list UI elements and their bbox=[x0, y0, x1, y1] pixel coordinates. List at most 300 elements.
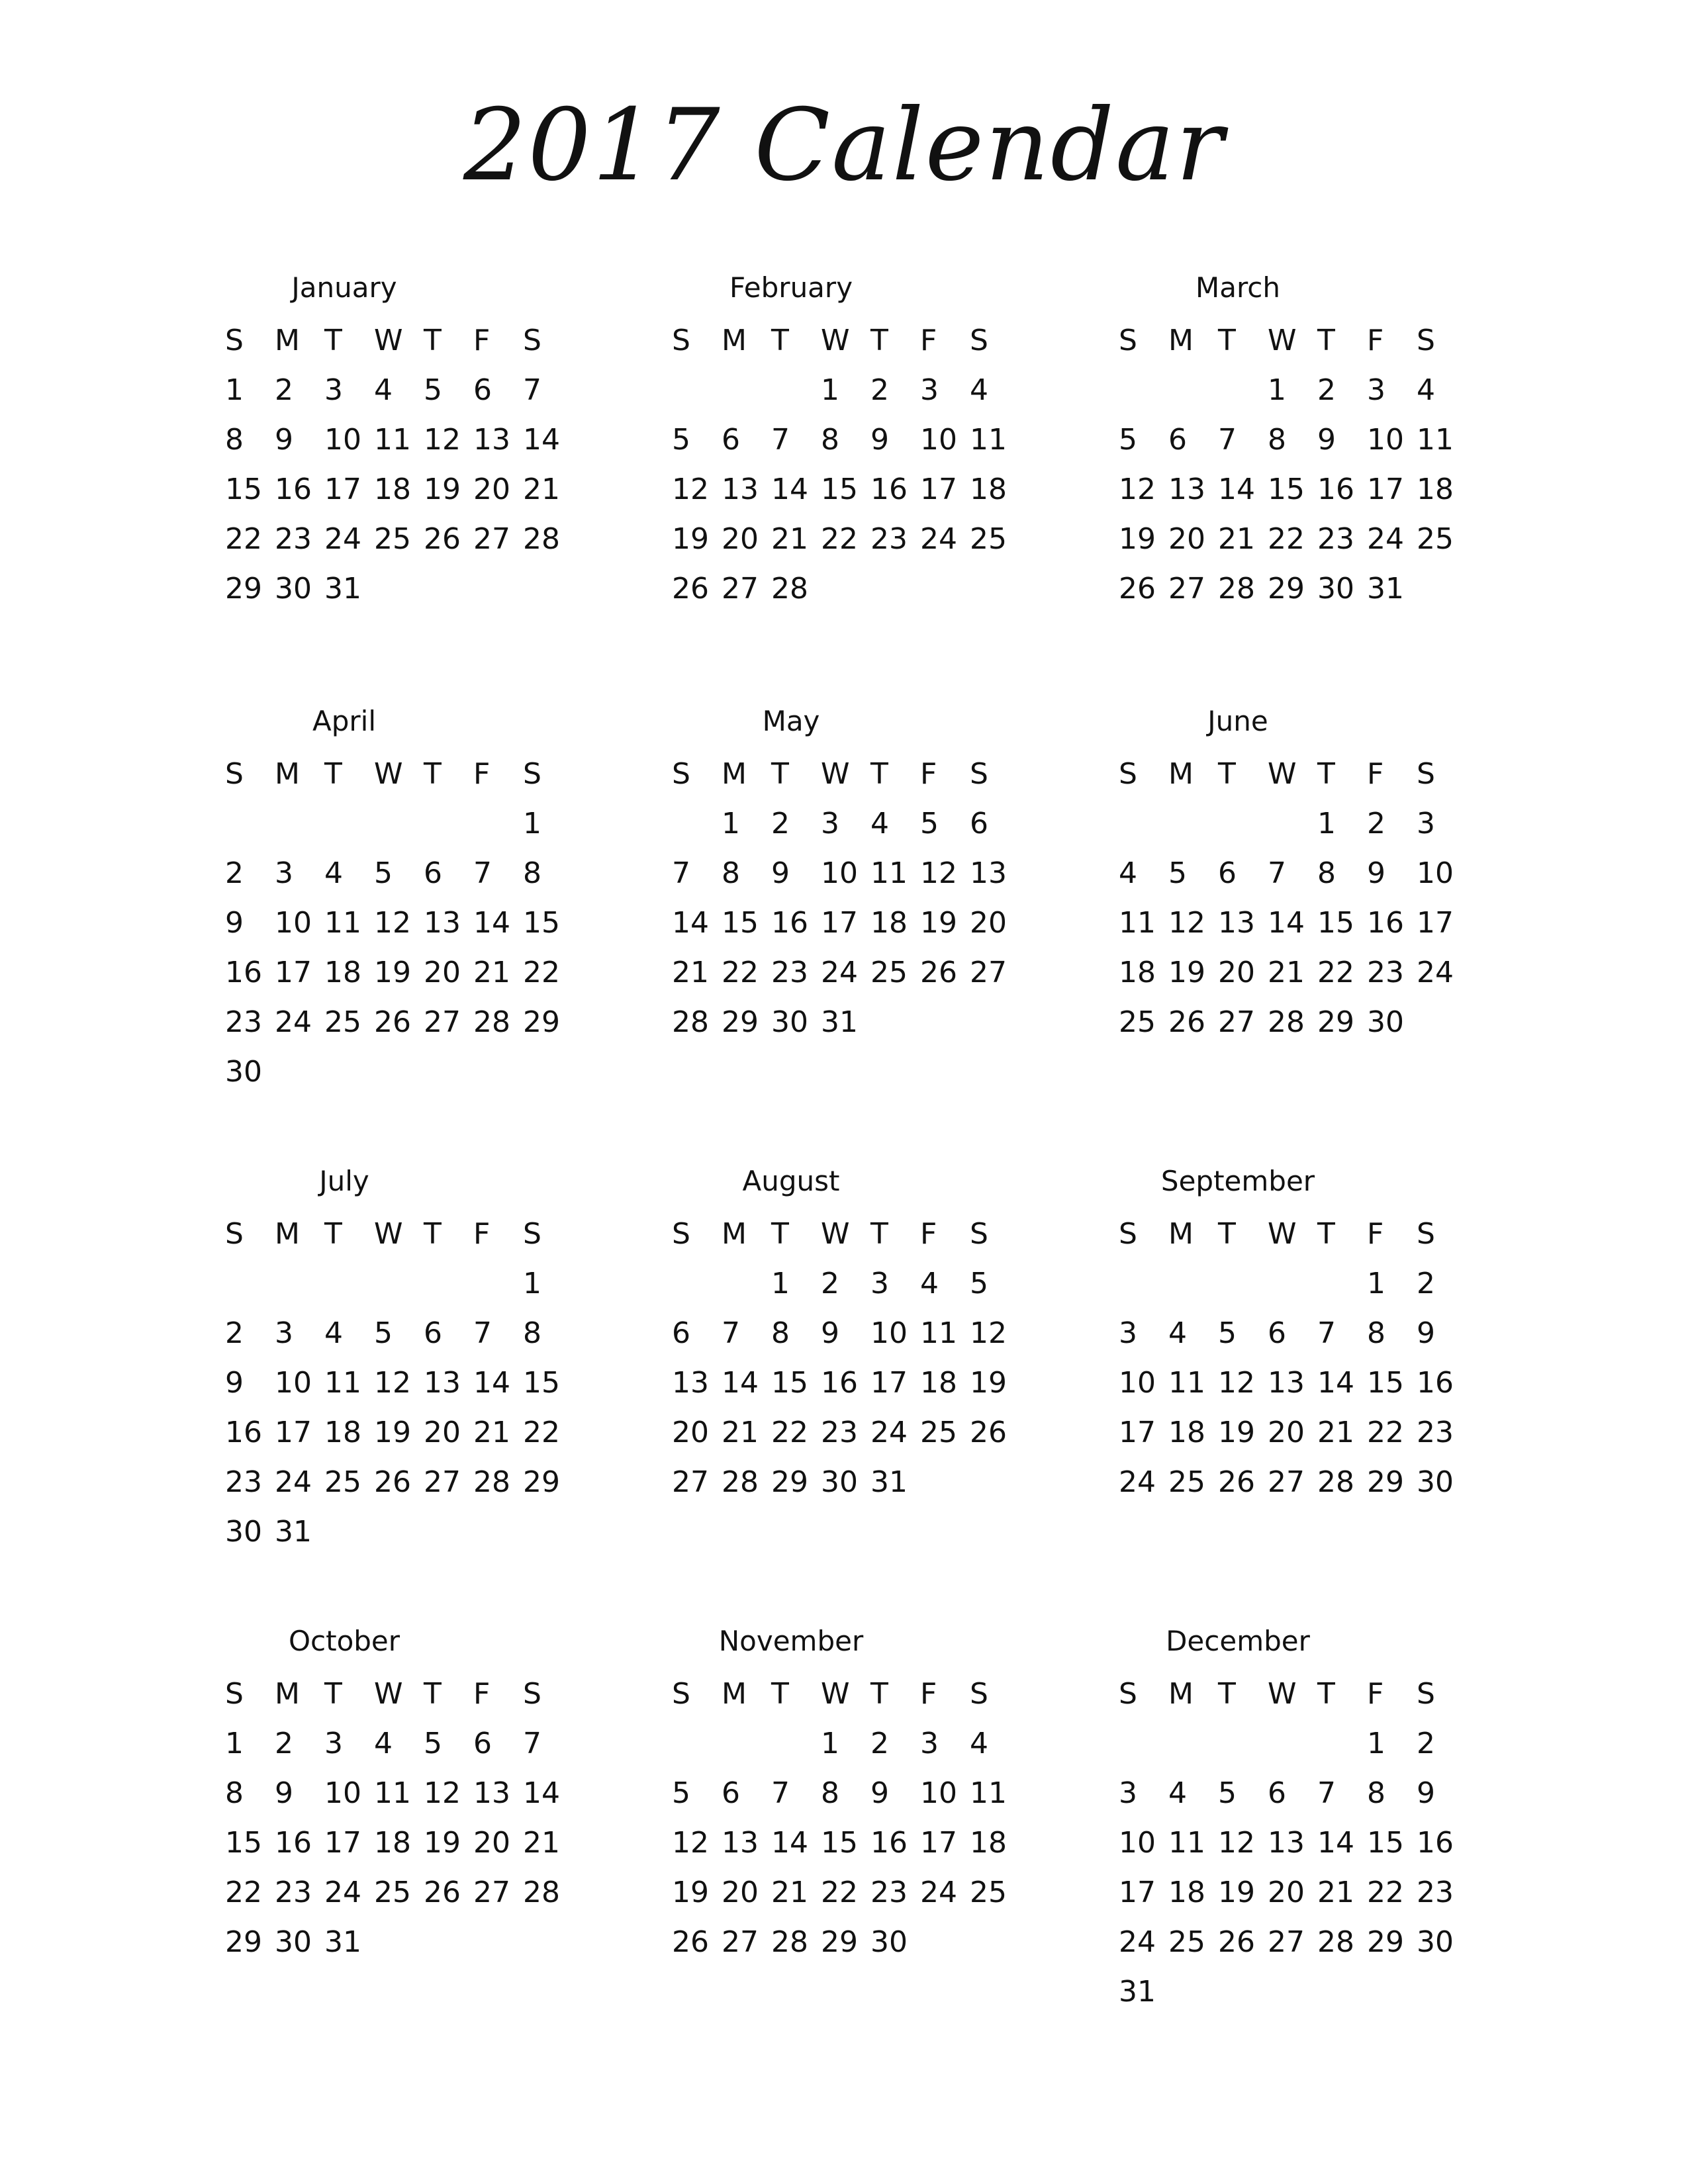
week-row bbox=[1119, 948, 1516, 997]
month-name: June bbox=[1207, 705, 1268, 737]
day-cell: 10 bbox=[821, 856, 858, 890]
month-name: March bbox=[1195, 271, 1281, 304]
day-cell: 24 bbox=[324, 1876, 361, 1909]
day-cell: 14 bbox=[523, 1776, 560, 1810]
weekday-header: S bbox=[1119, 1217, 1137, 1251]
day-cell: 17 bbox=[920, 473, 957, 506]
day-cell: 30 bbox=[1317, 572, 1354, 606]
day-cell: 28 bbox=[1317, 1465, 1354, 1499]
day-cell: 19 bbox=[970, 1366, 1007, 1400]
week-row bbox=[1119, 1358, 1516, 1408]
day-cell: 21 bbox=[1317, 1416, 1354, 1449]
day-cell: 6 bbox=[722, 1776, 740, 1810]
day-cell: 26 bbox=[672, 1925, 709, 1959]
day-cell: 8 bbox=[1268, 423, 1286, 457]
day-cell: 21 bbox=[523, 1826, 560, 1860]
day-cell: 6 bbox=[1268, 1776, 1286, 1810]
day-cell: 1 bbox=[1268, 373, 1286, 407]
week-row bbox=[225, 1868, 622, 1917]
week-row bbox=[672, 465, 1069, 514]
day-cell: 9 bbox=[225, 906, 244, 940]
weekday-header: S bbox=[672, 324, 690, 357]
day-cell: 9 bbox=[225, 1366, 244, 1400]
day-cell: 3 bbox=[821, 807, 839, 841]
day-cell: 13 bbox=[424, 1366, 461, 1400]
day-cell: 28 bbox=[473, 1465, 510, 1499]
day-cell: 8 bbox=[771, 1316, 790, 1350]
day-cell: 19 bbox=[374, 956, 411, 989]
day-cell bbox=[920, 1917, 970, 1967]
day-cell bbox=[1218, 1259, 1268, 1308]
day-cell: 15 bbox=[1367, 1826, 1404, 1860]
day-cell: 17 bbox=[920, 1826, 957, 1860]
day-cell: 27 bbox=[970, 956, 1007, 989]
day-cell: 11 bbox=[324, 1366, 361, 1400]
day-cell: 21 bbox=[1317, 1876, 1354, 1909]
day-cell bbox=[523, 1917, 573, 1967]
month-april bbox=[225, 702, 622, 1097]
day-cell: 19 bbox=[1218, 1416, 1255, 1449]
day-cell bbox=[324, 1507, 374, 1557]
weekday-header: S bbox=[225, 1217, 244, 1251]
week-row bbox=[672, 997, 1069, 1047]
day-cell bbox=[1417, 997, 1466, 1047]
week-row bbox=[225, 1768, 622, 1818]
day-cell: 16 bbox=[1417, 1826, 1454, 1860]
week-row bbox=[672, 564, 1069, 614]
day-cell: 4 bbox=[374, 1727, 393, 1760]
day-cell: 9 bbox=[1317, 423, 1336, 457]
day-cell bbox=[374, 799, 424, 848]
week-row bbox=[225, 465, 622, 514]
day-cell: 14 bbox=[1317, 1366, 1354, 1400]
week-row bbox=[672, 1408, 1069, 1457]
day-cell: 18 bbox=[1417, 473, 1454, 506]
day-cell: 16 bbox=[225, 1416, 262, 1449]
day-cell: 24 bbox=[1119, 1925, 1156, 1959]
day-cell bbox=[424, 1917, 473, 1967]
day-cell: 5 bbox=[374, 1316, 393, 1350]
day-cell: 31 bbox=[324, 572, 361, 606]
day-cell: 1 bbox=[1367, 1267, 1385, 1300]
day-cell: 15 bbox=[523, 1366, 560, 1400]
day-cell bbox=[1119, 799, 1168, 848]
day-cell: 8 bbox=[722, 856, 740, 890]
day-cell: 30 bbox=[1417, 1925, 1454, 1959]
day-cell: 15 bbox=[225, 473, 262, 506]
day-cell: 30 bbox=[225, 1055, 262, 1089]
day-cell: 17 bbox=[1119, 1416, 1156, 1449]
weekday-header: S bbox=[523, 757, 541, 791]
day-cell bbox=[672, 799, 722, 848]
day-cell: 3 bbox=[1367, 373, 1385, 407]
day-cell: 23 bbox=[1417, 1876, 1454, 1909]
day-cell: 27 bbox=[1218, 1005, 1255, 1039]
day-cell: 23 bbox=[821, 1416, 858, 1449]
day-cell: 8 bbox=[1317, 856, 1336, 890]
day-cell: 29 bbox=[523, 1465, 560, 1499]
weekday-header: W bbox=[374, 757, 403, 791]
day-cell: 15 bbox=[1317, 906, 1354, 940]
day-cell: 12 bbox=[1218, 1826, 1255, 1860]
day-cell: 11 bbox=[970, 423, 1007, 457]
weekday-header: F bbox=[473, 1677, 491, 1711]
day-cell: 11 bbox=[324, 906, 361, 940]
day-cell: 23 bbox=[225, 1005, 262, 1039]
day-cell: 25 bbox=[374, 1876, 411, 1909]
day-cell: 10 bbox=[275, 1366, 312, 1400]
week-row bbox=[225, 948, 622, 997]
week-row bbox=[225, 1259, 622, 1308]
day-cell: 11 bbox=[1119, 906, 1156, 940]
day-cell: 10 bbox=[1417, 856, 1454, 890]
week-row bbox=[1119, 848, 1516, 898]
day-cell: 6 bbox=[424, 1316, 442, 1350]
day-cell: 17 bbox=[275, 956, 312, 989]
day-cell: 5 bbox=[970, 1267, 988, 1300]
day-cell: 8 bbox=[225, 1776, 244, 1810]
day-cell: 1 bbox=[523, 807, 541, 841]
day-cell: 24 bbox=[1119, 1465, 1156, 1499]
week-row bbox=[672, 1259, 1069, 1308]
day-cell: 20 bbox=[722, 1876, 759, 1909]
day-cell: 7 bbox=[722, 1316, 740, 1350]
week-row bbox=[672, 365, 1069, 415]
day-cell: 17 bbox=[324, 1826, 361, 1860]
day-cell: 15 bbox=[1367, 1366, 1404, 1400]
day-cell: 27 bbox=[1268, 1465, 1305, 1499]
week-row bbox=[225, 564, 622, 614]
day-cell: 13 bbox=[424, 906, 461, 940]
week-row bbox=[1119, 1308, 1516, 1358]
day-cell: 27 bbox=[473, 1876, 510, 1909]
day-cell: 12 bbox=[374, 906, 411, 940]
day-cell: 22 bbox=[1317, 956, 1354, 989]
day-cell: 25 bbox=[324, 1465, 361, 1499]
day-cell: 24 bbox=[1417, 956, 1454, 989]
week-row bbox=[672, 1719, 1069, 1768]
day-cell: 22 bbox=[1268, 522, 1305, 556]
day-cell bbox=[1168, 1719, 1218, 1768]
weekday-header: F bbox=[473, 324, 491, 357]
day-cell: 9 bbox=[1417, 1316, 1435, 1350]
day-cell: 30 bbox=[771, 1005, 808, 1039]
day-cell: 26 bbox=[1218, 1925, 1255, 1959]
day-cell: 19 bbox=[672, 1876, 709, 1909]
day-cell bbox=[722, 1259, 771, 1308]
day-cell: 1 bbox=[722, 807, 740, 841]
day-cell: 17 bbox=[1417, 906, 1454, 940]
day-cell: 3 bbox=[920, 373, 939, 407]
day-cell: 14 bbox=[473, 1366, 510, 1400]
day-cell bbox=[1317, 1719, 1367, 1768]
day-cell bbox=[1168, 1967, 1218, 2017]
day-cell: 20 bbox=[970, 906, 1007, 940]
day-cell: 19 bbox=[424, 1826, 461, 1860]
week-row bbox=[672, 1308, 1069, 1358]
day-cell: 14 bbox=[473, 906, 510, 940]
day-cell: 9 bbox=[275, 423, 293, 457]
day-cell bbox=[1168, 799, 1218, 848]
weekday-header: S bbox=[225, 324, 244, 357]
day-cell: 25 bbox=[1417, 522, 1454, 556]
day-cell: 23 bbox=[275, 1876, 312, 1909]
day-cell: 29 bbox=[722, 1005, 759, 1039]
weekday-header: T bbox=[1218, 324, 1236, 357]
day-cell: 27 bbox=[1168, 572, 1205, 606]
day-cell: 15 bbox=[1268, 473, 1305, 506]
day-cell: 28 bbox=[672, 1005, 709, 1039]
day-cell: 16 bbox=[771, 906, 808, 940]
day-cell: 20 bbox=[424, 1416, 461, 1449]
day-cell: 2 bbox=[870, 373, 889, 407]
day-cell: 13 bbox=[722, 473, 759, 506]
day-cell: 10 bbox=[275, 906, 312, 940]
day-cell: 7 bbox=[1218, 423, 1237, 457]
weekday-header: F bbox=[473, 757, 491, 791]
day-cell: 12 bbox=[424, 423, 461, 457]
day-cell: 26 bbox=[1218, 1465, 1255, 1499]
day-cell: 28 bbox=[771, 1925, 808, 1959]
day-cell: 13 bbox=[722, 1826, 759, 1860]
month-name: September bbox=[1160, 1165, 1315, 1197]
day-cell: 11 bbox=[1417, 423, 1454, 457]
weekday-header: M bbox=[722, 1677, 747, 1711]
day-cell: 9 bbox=[821, 1316, 839, 1350]
day-cell: 26 bbox=[424, 522, 461, 556]
day-cell bbox=[374, 1507, 424, 1557]
day-cell: 6 bbox=[473, 1727, 492, 1760]
weekday-header: W bbox=[821, 757, 850, 791]
day-cell: 5 bbox=[672, 1776, 690, 1810]
day-cell: 2 bbox=[1417, 1267, 1435, 1300]
day-cell: 17 bbox=[821, 906, 858, 940]
day-cell: 30 bbox=[275, 572, 312, 606]
day-cell bbox=[1119, 1719, 1168, 1768]
day-cell bbox=[672, 1719, 722, 1768]
weekday-header: F bbox=[1367, 324, 1384, 357]
day-cell bbox=[1367, 1967, 1417, 2017]
weekday-header: T bbox=[771, 757, 789, 791]
week-row bbox=[1119, 1719, 1516, 1768]
weekday-header: S bbox=[523, 1677, 541, 1711]
weekday-header: S bbox=[672, 1677, 690, 1711]
weekday-header: W bbox=[374, 324, 403, 357]
day-cell: 5 bbox=[920, 807, 939, 841]
day-cell: 30 bbox=[1367, 1005, 1404, 1039]
day-cell: 28 bbox=[771, 572, 808, 606]
day-cell bbox=[1168, 365, 1218, 415]
day-cell bbox=[1317, 1967, 1367, 2017]
day-cell bbox=[374, 1259, 424, 1308]
day-cell: 14 bbox=[523, 423, 560, 457]
day-cell: 22 bbox=[1367, 1876, 1404, 1909]
day-cell: 6 bbox=[1268, 1316, 1286, 1350]
day-cell: 22 bbox=[722, 956, 759, 989]
day-cell: 13 bbox=[672, 1366, 709, 1400]
week-row bbox=[225, 898, 622, 948]
day-cell: 1 bbox=[225, 373, 244, 407]
day-cell: 10 bbox=[324, 1776, 361, 1810]
day-cell: 17 bbox=[324, 473, 361, 506]
day-cell: 22 bbox=[523, 1416, 560, 1449]
day-cell: 16 bbox=[870, 1826, 908, 1860]
day-cell: 10 bbox=[1119, 1366, 1156, 1400]
day-cell: 30 bbox=[1417, 1465, 1454, 1499]
day-cell bbox=[424, 1507, 473, 1557]
weekday-header: S bbox=[970, 1677, 988, 1711]
day-cell bbox=[523, 564, 573, 614]
day-cell: 12 bbox=[1218, 1366, 1255, 1400]
day-cell: 7 bbox=[1268, 856, 1286, 890]
weekday-header-row bbox=[225, 749, 622, 799]
day-cell: 21 bbox=[473, 1416, 510, 1449]
weekday-header: W bbox=[821, 324, 850, 357]
weekday-header: S bbox=[672, 1217, 690, 1251]
page-title: 2017 Calendar bbox=[463, 88, 1225, 203]
week-row bbox=[225, 1408, 622, 1457]
day-cell: 20 bbox=[424, 956, 461, 989]
day-cell: 20 bbox=[1268, 1416, 1305, 1449]
week-row bbox=[1119, 465, 1516, 514]
week-row bbox=[1119, 514, 1516, 564]
month-name: April bbox=[312, 705, 376, 737]
weekday-header: T bbox=[424, 757, 442, 791]
weekday-header: M bbox=[722, 1217, 747, 1251]
day-cell: 5 bbox=[424, 373, 442, 407]
day-cell: 4 bbox=[920, 1267, 939, 1300]
day-cell: 12 bbox=[920, 856, 957, 890]
day-cell: 18 bbox=[324, 956, 361, 989]
day-cell: 11 bbox=[374, 423, 411, 457]
week-row bbox=[225, 1358, 622, 1408]
weekday-header: T bbox=[1317, 1217, 1335, 1251]
day-cell bbox=[970, 564, 1019, 614]
week-row bbox=[1119, 415, 1516, 465]
day-cell: 1 bbox=[821, 1727, 839, 1760]
day-cell bbox=[672, 365, 722, 415]
day-cell: 22 bbox=[821, 1876, 858, 1909]
day-cell bbox=[473, 1917, 523, 1967]
day-cell: 24 bbox=[1367, 522, 1404, 556]
day-cell: 28 bbox=[1218, 572, 1255, 606]
day-cell: 8 bbox=[1367, 1316, 1385, 1350]
month-name: February bbox=[729, 271, 853, 304]
day-cell: 1 bbox=[1367, 1727, 1385, 1760]
day-cell bbox=[225, 799, 275, 848]
weekday-header: T bbox=[1317, 757, 1335, 791]
day-cell: 12 bbox=[424, 1776, 461, 1810]
day-cell: 16 bbox=[275, 1826, 312, 1860]
day-cell: 27 bbox=[1268, 1925, 1305, 1959]
week-row bbox=[672, 1457, 1069, 1507]
day-cell: 5 bbox=[424, 1727, 442, 1760]
day-cell: 3 bbox=[275, 1316, 293, 1350]
week-row bbox=[225, 1917, 622, 1967]
day-cell: 23 bbox=[870, 522, 908, 556]
day-cell: 4 bbox=[324, 856, 343, 890]
weekday-header: F bbox=[920, 1677, 937, 1711]
weekday-header-row bbox=[672, 1669, 1069, 1719]
day-cell bbox=[424, 1047, 473, 1097]
day-cell: 11 bbox=[870, 856, 908, 890]
day-cell: 21 bbox=[523, 473, 560, 506]
week-row bbox=[225, 1507, 622, 1557]
day-cell: 11 bbox=[920, 1316, 957, 1350]
day-cell bbox=[722, 1719, 771, 1768]
weekday-header-row bbox=[1119, 1669, 1516, 1719]
day-cell: 4 bbox=[324, 1316, 343, 1350]
weekday-header: S bbox=[1119, 757, 1137, 791]
day-cell: 25 bbox=[374, 522, 411, 556]
week-row bbox=[225, 365, 622, 415]
weekday-header: T bbox=[870, 757, 888, 791]
day-cell: 31 bbox=[275, 1515, 312, 1549]
day-cell: 26 bbox=[374, 1465, 411, 1499]
week-row bbox=[672, 1818, 1069, 1868]
day-cell: 4 bbox=[374, 373, 393, 407]
day-cell: 18 bbox=[324, 1416, 361, 1449]
day-cell: 22 bbox=[771, 1416, 808, 1449]
day-cell: 4 bbox=[970, 373, 988, 407]
weekday-header: T bbox=[771, 1677, 789, 1711]
week-row bbox=[1119, 1259, 1516, 1308]
day-cell: 5 bbox=[1119, 423, 1137, 457]
day-cell: 26 bbox=[920, 956, 957, 989]
day-cell: 19 bbox=[920, 906, 957, 940]
weekday-header: F bbox=[920, 757, 937, 791]
day-cell: 4 bbox=[1119, 856, 1137, 890]
day-cell bbox=[1417, 564, 1466, 614]
weekday-header: S bbox=[1417, 324, 1435, 357]
day-cell: 10 bbox=[324, 423, 361, 457]
day-cell: 20 bbox=[722, 522, 759, 556]
day-cell: 25 bbox=[920, 1416, 957, 1449]
day-cell: 5 bbox=[1218, 1316, 1237, 1350]
day-cell: 6 bbox=[1168, 423, 1187, 457]
day-cell: 21 bbox=[771, 1876, 808, 1909]
day-cell bbox=[424, 799, 473, 848]
weekday-header: M bbox=[275, 757, 300, 791]
day-cell: 7 bbox=[473, 1316, 492, 1350]
day-cell bbox=[473, 1507, 523, 1557]
day-cell: 10 bbox=[920, 1776, 957, 1810]
week-row bbox=[225, 1047, 622, 1097]
day-cell bbox=[1417, 1967, 1466, 2017]
weekday-header: T bbox=[424, 1217, 442, 1251]
weekday-header: T bbox=[324, 1677, 342, 1711]
weekday-header: F bbox=[473, 1217, 491, 1251]
day-cell: 5 bbox=[1218, 1776, 1237, 1810]
day-cell: 13 bbox=[1218, 906, 1255, 940]
day-cell bbox=[523, 1047, 573, 1097]
day-cell: 14 bbox=[1317, 1826, 1354, 1860]
day-cell: 19 bbox=[374, 1416, 411, 1449]
day-cell bbox=[473, 1047, 523, 1097]
weekday-header: M bbox=[1168, 1677, 1194, 1711]
day-cell: 3 bbox=[920, 1727, 939, 1760]
day-cell: 24 bbox=[324, 522, 361, 556]
day-cell: 6 bbox=[1218, 856, 1237, 890]
day-cell: 2 bbox=[1417, 1727, 1435, 1760]
day-cell: 29 bbox=[225, 572, 262, 606]
day-cell bbox=[225, 1259, 275, 1308]
day-cell bbox=[1168, 1259, 1218, 1308]
day-cell bbox=[1268, 799, 1317, 848]
day-cell: 20 bbox=[473, 1826, 510, 1860]
weekday-header-row bbox=[1119, 749, 1516, 799]
day-cell: 18 bbox=[870, 906, 908, 940]
